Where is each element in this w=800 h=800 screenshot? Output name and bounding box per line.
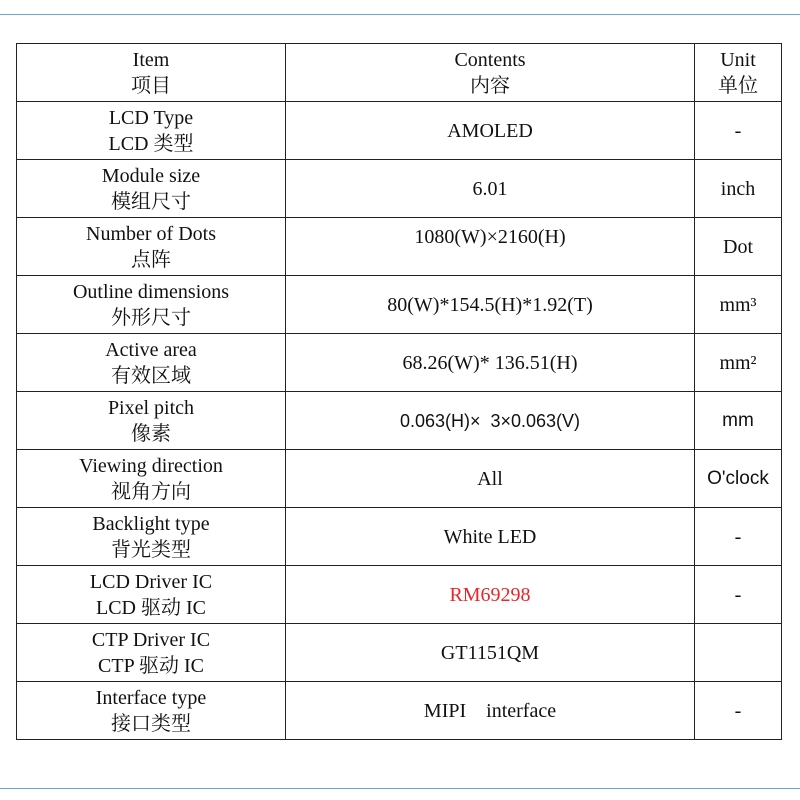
header-unit-cn: 单位	[718, 74, 758, 97]
unit-cell: O'clock	[695, 450, 782, 508]
unit-cell: -	[695, 566, 782, 624]
header-contents	[286, 44, 695, 102]
item-cn: LCD 类型	[108, 132, 194, 155]
item-cell	[17, 218, 286, 276]
table-row	[17, 218, 782, 276]
header-unit	[695, 44, 782, 102]
unit-cell: mm	[695, 392, 782, 450]
item-en: Viewing direction	[79, 454, 223, 477]
table-row	[17, 682, 782, 740]
header-item-en: Item	[132, 48, 170, 71]
content-cell: 68.26(W)* 136.51(H)	[286, 334, 695, 392]
header-contents-en: Contents	[454, 48, 526, 71]
item-cn: 点阵	[131, 248, 171, 271]
content-cell: All	[286, 450, 695, 508]
table-row	[17, 508, 782, 566]
content-cell	[286, 218, 695, 276]
table-row	[17, 334, 782, 392]
content-cell: 6.01	[286, 160, 695, 218]
content-cell: White LED	[286, 508, 695, 566]
item-en: Number of Dots	[86, 222, 216, 245]
table-row	[17, 566, 782, 624]
content-cell-highlighted: RM69298	[286, 566, 695, 624]
item-en: CTP Driver IC	[91, 628, 211, 651]
item-cell	[17, 276, 286, 334]
item-cn: 外形尺寸	[111, 306, 191, 329]
content-cell: 80(W)*154.5(H)*1.92(T)	[286, 276, 695, 334]
item-cn: 像素	[131, 422, 171, 445]
content-value: 1080(W)×2160(H)	[414, 225, 566, 248]
unit-cell: -	[695, 102, 782, 160]
item-cn: 接口类型	[111, 712, 191, 735]
table-row	[17, 624, 782, 682]
item-en: LCD Type	[108, 106, 194, 129]
bottom-divider	[0, 788, 800, 789]
unit-cell: mm²	[695, 334, 782, 392]
content-cell: AMOLED	[286, 102, 695, 160]
item-cell	[17, 450, 286, 508]
table-row	[17, 102, 782, 160]
item-cell	[17, 160, 286, 218]
item-cn: CTP 驱动 IC	[98, 654, 204, 677]
item-cell	[17, 102, 286, 160]
unit-cell: Dot	[695, 218, 782, 276]
table-row	[17, 160, 782, 218]
item-cn: 有效区域	[111, 364, 191, 387]
table-row	[17, 450, 782, 508]
item-cn: LCD 驱动 IC	[96, 596, 206, 619]
content-cell: 0.063(H)× 3×0.063(V)	[286, 392, 695, 450]
item-cell	[17, 392, 286, 450]
item-cell	[17, 508, 286, 566]
item-cell	[17, 624, 286, 682]
item-cn: 模组尺寸	[111, 190, 191, 213]
header-unit-en: Unit	[720, 48, 756, 71]
table-row	[17, 392, 782, 450]
content-cell: MIPI interface	[286, 682, 695, 740]
item-en: Backlight type	[92, 512, 210, 535]
item-en: LCD Driver IC	[89, 570, 213, 593]
header-item	[17, 44, 286, 102]
unit-cell: inch	[695, 160, 782, 218]
table-header-row	[17, 44, 782, 102]
item-en: Outline dimensions	[72, 280, 230, 303]
item-en: Interface type	[95, 686, 207, 709]
item-en: Active area	[105, 338, 197, 361]
item-cn: 背光类型	[111, 538, 191, 561]
unit-cell: mm³	[695, 276, 782, 334]
header-item-cn: 项目	[131, 74, 171, 97]
item-en: Pixel pitch	[107, 396, 195, 419]
item-cell	[17, 682, 286, 740]
item-en: Module size	[101, 164, 201, 187]
unit-cell: -	[695, 682, 782, 740]
item-cell	[17, 566, 286, 624]
item-cell	[17, 334, 286, 392]
top-divider	[0, 14, 800, 15]
content-cell: GT1151QM	[286, 624, 695, 682]
specification-table	[16, 43, 782, 740]
item-cn: 视角方向	[111, 480, 191, 503]
unit-cell: -	[695, 508, 782, 566]
header-contents-cn: 内容	[470, 74, 510, 97]
table-row	[17, 276, 782, 334]
unit-cell	[695, 624, 782, 682]
